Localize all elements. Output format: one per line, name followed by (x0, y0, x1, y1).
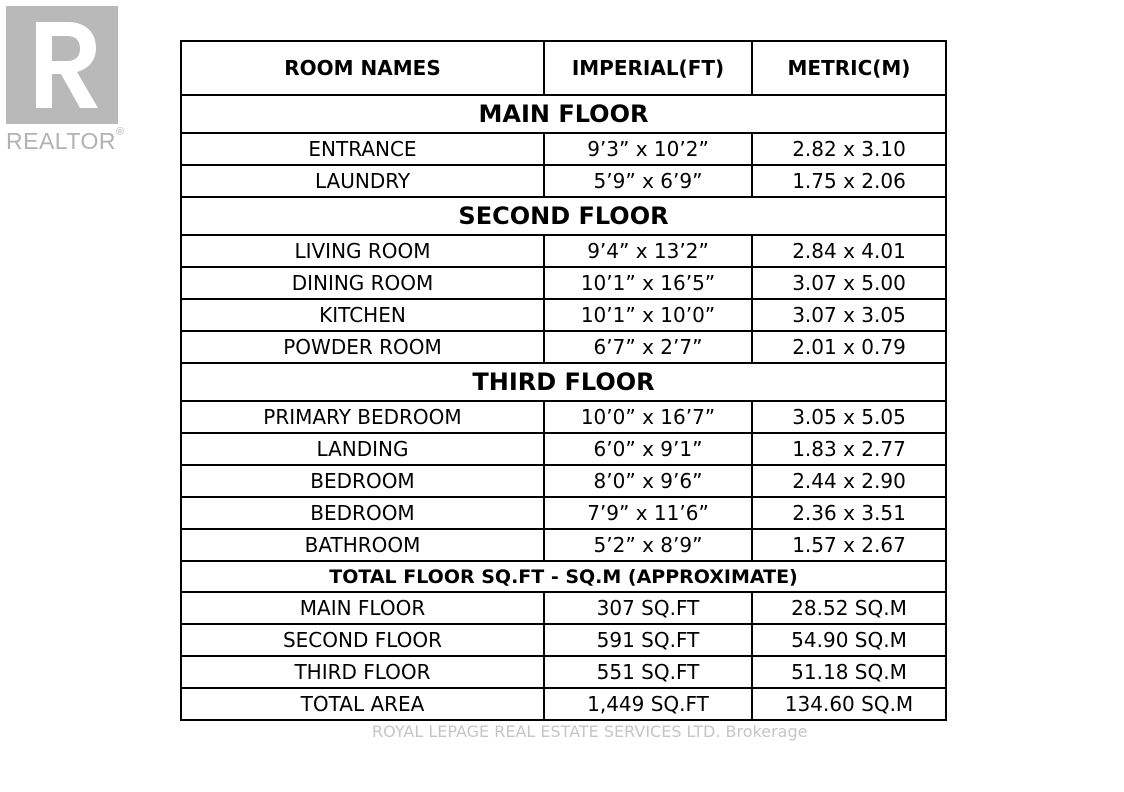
area-sqft: 551 SQ.FT (544, 656, 752, 688)
section-main-floor (181, 95, 946, 133)
area-sqm: 51.18 SQ.M (752, 656, 946, 688)
metric-dimensions: 2.36 x 3.51 (752, 497, 946, 529)
realtor-r-mark-icon (6, 6, 118, 124)
metric-dimensions: 2.44 x 2.90 (752, 465, 946, 497)
metric-dimensions: 2.84 x 4.01 (752, 235, 946, 267)
room-name: BEDROOM (181, 497, 544, 529)
metric-dimensions: 1.83 x 2.77 (752, 433, 946, 465)
room-name: DINING ROOM (181, 267, 544, 299)
table-row (181, 267, 946, 299)
imperial-dimensions: 6’7” x 2’7” (544, 331, 752, 363)
section-title: TOTAL FLOOR SQ.FT - SQ.M (APPROXIMATE) (181, 561, 946, 592)
area-sqft: 591 SQ.FT (544, 624, 752, 656)
table-row (181, 165, 946, 197)
room-name: KITCHEN (181, 299, 544, 331)
floor-name: THIRD FLOOR (181, 656, 544, 688)
room-name: LANDING (181, 433, 544, 465)
realtor-wordmark: REALTOR® (6, 126, 125, 154)
room-name: POWDER ROOM (181, 331, 544, 363)
imperial-dimensions: 6’0” x 9’1” (544, 433, 752, 465)
metric-dimensions: 1.57 x 2.67 (752, 529, 946, 561)
floor-name: TOTAL AREA (181, 688, 544, 720)
floor-name: MAIN FLOOR (181, 592, 544, 624)
table-row (181, 299, 946, 331)
imperial-dimensions: 9’4” x 13’2” (544, 235, 752, 267)
room-name: LIVING ROOM (181, 235, 544, 267)
imperial-dimensions: 9’3” x 10’2” (544, 133, 752, 165)
section-third-floor (181, 363, 946, 401)
imperial-dimensions: 10’1” x 16’5” (544, 267, 752, 299)
metric-dimensions: 3.07 x 3.05 (752, 299, 946, 331)
area-sqft: 307 SQ.FT (544, 592, 752, 624)
room-name: LAUNDRY (181, 165, 544, 197)
area-sqft: 1,449 SQ.FT (544, 688, 752, 720)
table-row (181, 433, 946, 465)
metric-dimensions: 1.75 x 2.06 (752, 165, 946, 197)
imperial-dimensions: 10’0” x 16’7” (544, 401, 752, 433)
room-name: ENTRANCE (181, 133, 544, 165)
metric-dimensions: 2.82 x 3.10 (752, 133, 946, 165)
imperial-dimensions: 5’9” x 6’9” (544, 165, 752, 197)
metric-dimensions: 2.01 x 0.79 (752, 331, 946, 363)
header-metric: METRIC(M) (752, 41, 946, 95)
table-row (181, 331, 946, 363)
room-name: BATHROOM (181, 529, 544, 561)
table-header-row (181, 41, 946, 95)
section-totals (181, 561, 946, 592)
table-row (181, 465, 946, 497)
table-row (181, 401, 946, 433)
room-name: PRIMARY BEDROOM (181, 401, 544, 433)
imperial-dimensions: 10’1” x 10’0” (544, 299, 752, 331)
table-row (181, 497, 946, 529)
header-room-names: ROOM NAMES (181, 41, 544, 95)
table-row (181, 235, 946, 267)
table-row (181, 656, 946, 688)
area-sqm: 28.52 SQ.M (752, 592, 946, 624)
imperial-dimensions: 8’0” x 9’6” (544, 465, 752, 497)
area-sqm: 134.60 SQ.M (752, 688, 946, 720)
imperial-dimensions: 5’2” x 8’9” (544, 529, 752, 561)
section-title: THIRD FLOOR (181, 363, 946, 401)
table-row (181, 529, 946, 561)
section-second-floor (181, 197, 946, 235)
floor-name: SECOND FLOOR (181, 624, 544, 656)
table-row (181, 592, 946, 624)
imperial-dimensions: 7’9” x 11’6” (544, 497, 752, 529)
brokerage-watermark: ROYAL LEPAGE REAL ESTATE SERVICES LTD. Brokerage (372, 722, 808, 741)
realtor-logo (6, 6, 130, 156)
metric-dimensions: 3.07 x 5.00 (752, 267, 946, 299)
table-row (181, 133, 946, 165)
metric-dimensions: 3.05 x 5.05 (752, 401, 946, 433)
header-imperial: IMPERIAL(FT) (544, 41, 752, 95)
room-dimensions-table (180, 40, 947, 721)
table-row (181, 624, 946, 656)
table-row (181, 688, 946, 720)
section-title: MAIN FLOOR (181, 95, 946, 133)
room-name: BEDROOM (181, 465, 544, 497)
section-title: SECOND FLOOR (181, 197, 946, 235)
area-sqm: 54.90 SQ.M (752, 624, 946, 656)
